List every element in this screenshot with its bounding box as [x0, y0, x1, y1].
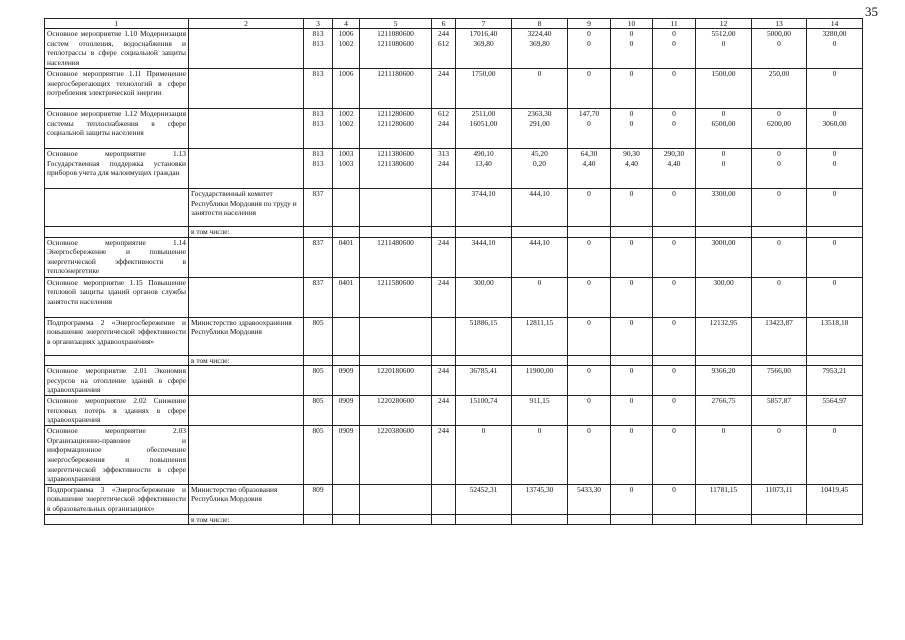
responsible-executor: [189, 29, 304, 69]
col-header: 11: [653, 19, 696, 29]
incl-label: в том числе:: [189, 227, 304, 238]
empty-cell: [304, 227, 333, 238]
responsible-executor: [189, 69, 304, 109]
value-cell-c14: 0 3060,00: [807, 109, 863, 149]
empty-cell: [456, 227, 512, 238]
value-cell-c6: 244: [432, 277, 456, 317]
empty-cell: [611, 227, 653, 238]
value-cell-c12: 12132,95: [696, 317, 752, 355]
empty-cell: [45, 355, 189, 366]
value-cell-c12: 0 0: [696, 149, 752, 189]
value-cell-c4: 1002 1002: [333, 109, 360, 149]
value-cell-c7: 3744,10: [456, 189, 512, 227]
responsible-executor: [189, 277, 304, 317]
empty-cell: [752, 227, 807, 238]
budget-table: [44, 18, 863, 525]
value-cell-c8: 11900,00: [512, 366, 568, 396]
value-cell-c3: 813 813: [304, 149, 333, 189]
value-cell-c3: 813: [304, 69, 333, 109]
value-cell-c6: 244: [432, 426, 456, 485]
value-cell-c3: 837: [304, 237, 333, 277]
empty-cell: [360, 227, 432, 238]
value-cell-c11: 0: [653, 366, 696, 396]
responsible-executor: [189, 396, 304, 426]
subheader-row: [45, 355, 863, 366]
value-cell-c6: 244: [432, 366, 456, 396]
empty-cell: [568, 514, 611, 525]
responsible-executor: Государственный комитет Республики Мордовия по труду и занятости населения: [189, 189, 304, 227]
empty-cell: [568, 355, 611, 366]
table-row: [45, 317, 863, 355]
empty-cell: [333, 514, 360, 525]
value-cell-c4: 0909: [333, 366, 360, 396]
empty-cell: [456, 514, 512, 525]
value-cell-c12: 11781,15: [696, 484, 752, 514]
subheader-row: [45, 514, 863, 525]
empty-cell: [611, 355, 653, 366]
value-cell-c10: 0: [611, 484, 653, 514]
empty-cell: [752, 514, 807, 525]
value-cell-c4: 1003 1003: [333, 149, 360, 189]
value-cell-c13: 0: [752, 426, 807, 485]
column-number-row: [45, 19, 863, 29]
col-header: 1: [45, 19, 189, 29]
value-cell-c10: 0: [611, 317, 653, 355]
value-cell-c11: 290,30 4,40: [653, 149, 696, 189]
value-cell-c4: 0909: [333, 426, 360, 485]
value-cell-c11: 0: [653, 69, 696, 109]
value-cell-c11: 0: [653, 396, 696, 426]
value-cell-c12: 0: [696, 426, 752, 485]
value-cell-c14: 0: [807, 237, 863, 277]
value-cell-c14: 10419,45: [807, 484, 863, 514]
value-cell-c6: 244: [432, 237, 456, 277]
value-cell-c5: 1211280600 1211280600: [360, 109, 432, 149]
table-row: [45, 109, 863, 149]
value-cell-c11: 0 0: [653, 109, 696, 149]
value-cell-c5: [360, 317, 432, 355]
value-cell-c5: [360, 189, 432, 227]
empty-cell: [611, 514, 653, 525]
value-cell-c9: 0: [568, 317, 611, 355]
responsible-executor: [189, 149, 304, 189]
col-header: 3: [304, 19, 333, 29]
value-cell-c5: 1211180600: [360, 69, 432, 109]
value-cell-c13: 11073,11: [752, 484, 807, 514]
value-cell-c10: 0 0: [611, 109, 653, 149]
value-cell-c3: 837: [304, 277, 333, 317]
value-cell-c10: 0: [611, 426, 653, 485]
activity-name: Основное мероприятие 1.14 Энергосбережение и повышение энергетической эффективности в теплоэнергетике: [45, 237, 189, 277]
empty-cell: [432, 514, 456, 525]
value-cell-c14: 7953,21: [807, 366, 863, 396]
value-cell-c6: 612 244: [432, 109, 456, 149]
empty-cell: [696, 514, 752, 525]
value-cell-c8: 2363,30 291,00: [512, 109, 568, 149]
empty-cell: [696, 355, 752, 366]
value-cell-c3: 805: [304, 366, 333, 396]
activity-name: Основное мероприятие 1.10 Модернизация систем отопления, водоснабжения и теплотрассы в сфере социальной защиты населения: [45, 29, 189, 69]
responsible-executor: [189, 237, 304, 277]
table-row: [45, 366, 863, 396]
value-cell-c6: [432, 189, 456, 227]
value-cell-c6: [432, 484, 456, 514]
responsible-executor: Министерство образования Республики Мордовия: [189, 484, 304, 514]
responsible-executor: [189, 366, 304, 396]
value-cell-c8: 911,15: [512, 396, 568, 426]
value-cell-c6: 244 612: [432, 29, 456, 69]
col-header: 6: [432, 19, 456, 29]
table-row: [45, 396, 863, 426]
value-cell-c13: 5000,00 0: [752, 29, 807, 69]
table-row: [45, 426, 863, 485]
value-cell-c5: 1211580600: [360, 277, 432, 317]
value-cell-c3: 809: [304, 484, 333, 514]
value-cell-c13: 0: [752, 237, 807, 277]
value-cell-c9: 0 0: [568, 29, 611, 69]
value-cell-c4: 1006: [333, 69, 360, 109]
table-row: [45, 29, 863, 69]
table-row: [45, 149, 863, 189]
value-cell-c10: 0: [611, 277, 653, 317]
empty-cell: [807, 514, 863, 525]
value-cell-c7: 17016,40 369,80: [456, 29, 512, 69]
value-cell-c12: 0 6500,00: [696, 109, 752, 149]
empty-cell: [304, 514, 333, 525]
value-cell-c4: [333, 317, 360, 355]
value-cell-c3: 813 813: [304, 29, 333, 69]
empty-cell: [333, 355, 360, 366]
value-cell-c9: 0: [568, 426, 611, 485]
value-cell-c8: 444,10: [512, 189, 568, 227]
value-cell-c9: 0: [568, 396, 611, 426]
value-cell-c8: 13745,30: [512, 484, 568, 514]
value-cell-c4: [333, 484, 360, 514]
activity-name: Основное мероприятие 1.12 Модернизация системы теплоснабжения в сфере социальной защиты населения: [45, 109, 189, 149]
value-cell-c13: 7566,00: [752, 366, 807, 396]
value-cell-c11: 0: [653, 189, 696, 227]
empty-cell: [360, 355, 432, 366]
value-cell-c7: 0: [456, 426, 512, 485]
responsible-executor: [189, 426, 304, 485]
empty-cell: [568, 227, 611, 238]
value-cell-c9: 5433,30: [568, 484, 611, 514]
empty-cell: [512, 514, 568, 525]
value-cell-c6: 244: [432, 69, 456, 109]
value-cell-c7: 3444,10: [456, 237, 512, 277]
value-cell-c3: 837: [304, 189, 333, 227]
activity-name: Подпрограмма 3 «Энергосбережение и повышение энергетической эффективности в образовательных организациях»: [45, 484, 189, 514]
value-cell-c8: 0: [512, 277, 568, 317]
table-row: [45, 277, 863, 317]
value-cell-c4: 0401: [333, 237, 360, 277]
empty-cell: [653, 514, 696, 525]
value-cell-c5: 1211080600 1211080600: [360, 29, 432, 69]
value-cell-c13: 0 0: [752, 149, 807, 189]
value-cell-c10: 90,30 4,40: [611, 149, 653, 189]
table-row: [45, 69, 863, 109]
value-cell-c12: 3000,00: [696, 237, 752, 277]
col-header: 14: [807, 19, 863, 29]
empty-cell: [45, 514, 189, 525]
value-cell-c7: 36785,41: [456, 366, 512, 396]
empty-cell: [752, 355, 807, 366]
value-cell-c13: 5857,87: [752, 396, 807, 426]
value-cell-c8: 3224,40 369,80: [512, 29, 568, 69]
value-cell-c8: 444,10: [512, 237, 568, 277]
col-header: 8: [512, 19, 568, 29]
value-cell-c4: [333, 189, 360, 227]
col-header: 2: [189, 19, 304, 29]
value-cell-c4: 0401: [333, 277, 360, 317]
value-cell-c14: 0: [807, 189, 863, 227]
value-cell-c6: 244: [432, 396, 456, 426]
value-cell-c7: 15100,74: [456, 396, 512, 426]
empty-cell: [456, 355, 512, 366]
value-cell-c5: 1220380600: [360, 426, 432, 485]
value-cell-c12: 300,00: [696, 277, 752, 317]
value-cell-c14: 0: [807, 69, 863, 109]
value-cell-c11: 0: [653, 317, 696, 355]
value-cell-c7: 1750,00: [456, 69, 512, 109]
col-header: 13: [752, 19, 807, 29]
value-cell-c14: 5564,97: [807, 396, 863, 426]
value-cell-c14: 0: [807, 426, 863, 485]
value-cell-c12: 3300,00: [696, 189, 752, 227]
empty-cell: [45, 227, 189, 238]
responsible-executor: [189, 109, 304, 149]
value-cell-c13: 0: [752, 189, 807, 227]
value-cell-c9: 0: [568, 69, 611, 109]
activity-name: Основное мероприятие 1.11 Применение энергосберегающих технологий в сфере потребления электрической энергии: [45, 69, 189, 109]
value-cell-c8: 0: [512, 426, 568, 485]
value-cell-c13: 250,00: [752, 69, 807, 109]
value-cell-c3: 805: [304, 317, 333, 355]
value-cell-c3: 805: [304, 426, 333, 485]
value-cell-c9: 0: [568, 277, 611, 317]
value-cell-c14: 0 0: [807, 149, 863, 189]
value-cell-c4: 0909: [333, 396, 360, 426]
value-cell-c5: 1220280600: [360, 396, 432, 426]
responsible-executor: Министерство здравоохранения Республики Мордовия: [189, 317, 304, 355]
value-cell-c12: 2766,75: [696, 396, 752, 426]
value-cell-c8: 12811,15: [512, 317, 568, 355]
activity-name: Основное мероприятие 2.03 Организационно-правовое и информационное обеспечение энергосбережения и повышения энергетической эффективности в сфере здравоохранения: [45, 426, 189, 485]
value-cell-c11: 0: [653, 426, 696, 485]
empty-cell: [360, 514, 432, 525]
value-cell-c4: 1006 1002: [333, 29, 360, 69]
table-row: [45, 484, 863, 514]
activity-name: Основное мероприятие 1.15 Повышение тепловой защиты зданий органов службы занятости населения: [45, 277, 189, 317]
value-cell-c3: 805: [304, 396, 333, 426]
value-cell-c9: 0: [568, 237, 611, 277]
value-cell-c13: 0 6200,00: [752, 109, 807, 149]
col-header: 5: [360, 19, 432, 29]
empty-cell: [512, 227, 568, 238]
empty-cell: [512, 355, 568, 366]
value-cell-c10: 0: [611, 366, 653, 396]
page-number: 35: [865, 4, 878, 19]
col-header: 9: [568, 19, 611, 29]
value-cell-c12: 9366,20: [696, 366, 752, 396]
value-cell-c13: 0: [752, 277, 807, 317]
value-cell-c5: 1211380600 1211380600: [360, 149, 432, 189]
col-header: 12: [696, 19, 752, 29]
value-cell-c8: 45,20 0,20: [512, 149, 568, 189]
value-cell-c3: 813 813: [304, 109, 333, 149]
value-cell-c6: [432, 317, 456, 355]
empty-cell: [432, 355, 456, 366]
subheader-row: [45, 227, 863, 238]
value-cell-c14: 13518,18: [807, 317, 863, 355]
value-cell-c5: [360, 484, 432, 514]
activity-name: Подпрограмма 2 «Энергосбережение и повышение энергетической эффективности в организациях здравоохранения»: [45, 317, 189, 355]
incl-label: в том числе:: [189, 514, 304, 525]
empty-cell: [807, 227, 863, 238]
empty-cell: [653, 227, 696, 238]
empty-cell: [432, 227, 456, 238]
value-cell-c11: 0: [653, 277, 696, 317]
value-cell-c10: 0: [611, 189, 653, 227]
empty-cell: [304, 355, 333, 366]
value-cell-c7: 490,10 13,40: [456, 149, 512, 189]
incl-label: в том числе:: [189, 355, 304, 366]
value-cell-c10: 0: [611, 237, 653, 277]
table-body: [45, 29, 863, 525]
value-cell-c7: 51886,15: [456, 317, 512, 355]
value-cell-c5: 1211480600: [360, 237, 432, 277]
value-cell-c14: 3280,00 0: [807, 29, 863, 69]
value-cell-c9: 147,70 0: [568, 109, 611, 149]
empty-cell: [807, 355, 863, 366]
value-cell-c14: 0: [807, 277, 863, 317]
empty-cell: [333, 227, 360, 238]
value-cell-c7: 2511,00 16051,00: [456, 109, 512, 149]
value-cell-c9: 0: [568, 366, 611, 396]
value-cell-c10: 0: [611, 396, 653, 426]
col-header: 4: [333, 19, 360, 29]
col-header: 7: [456, 19, 512, 29]
table-row: [45, 189, 863, 227]
value-cell-c5: 1220180600: [360, 366, 432, 396]
activity-name: Основное мероприятие 2.02 Снижение тепловых потерь в зданиях в сфере здравоохранения: [45, 396, 189, 426]
empty-cell: [653, 355, 696, 366]
value-cell-c9: 0: [568, 189, 611, 227]
value-cell-c9: 64,30 4,40: [568, 149, 611, 189]
activity-name: Основное мероприятие 2.01 Экономия ресурсов на отопление зданий в сфере здравоохранения: [45, 366, 189, 396]
col-header: 10: [611, 19, 653, 29]
value-cell-c7: 300,00: [456, 277, 512, 317]
value-cell-c6: 313 244: [432, 149, 456, 189]
value-cell-c8: 0: [512, 69, 568, 109]
value-cell-c11: 0: [653, 484, 696, 514]
value-cell-c7: 52452,31: [456, 484, 512, 514]
value-cell-c12: 1500,00: [696, 69, 752, 109]
activity-name: Основное мероприятие 1.13 Государственная поддержка установки приборов учета для малоимущих граждан: [45, 149, 189, 189]
value-cell-c13: 13423,87: [752, 317, 807, 355]
table-row: [45, 237, 863, 277]
value-cell-c11: 0 0: [653, 29, 696, 69]
value-cell-c10: 0: [611, 69, 653, 109]
empty-cell: [696, 227, 752, 238]
value-cell-c12: 5512,00 0: [696, 29, 752, 69]
value-cell-c10: 0 0: [611, 29, 653, 69]
activity-name: [45, 189, 189, 227]
value-cell-c11: 0: [653, 237, 696, 277]
